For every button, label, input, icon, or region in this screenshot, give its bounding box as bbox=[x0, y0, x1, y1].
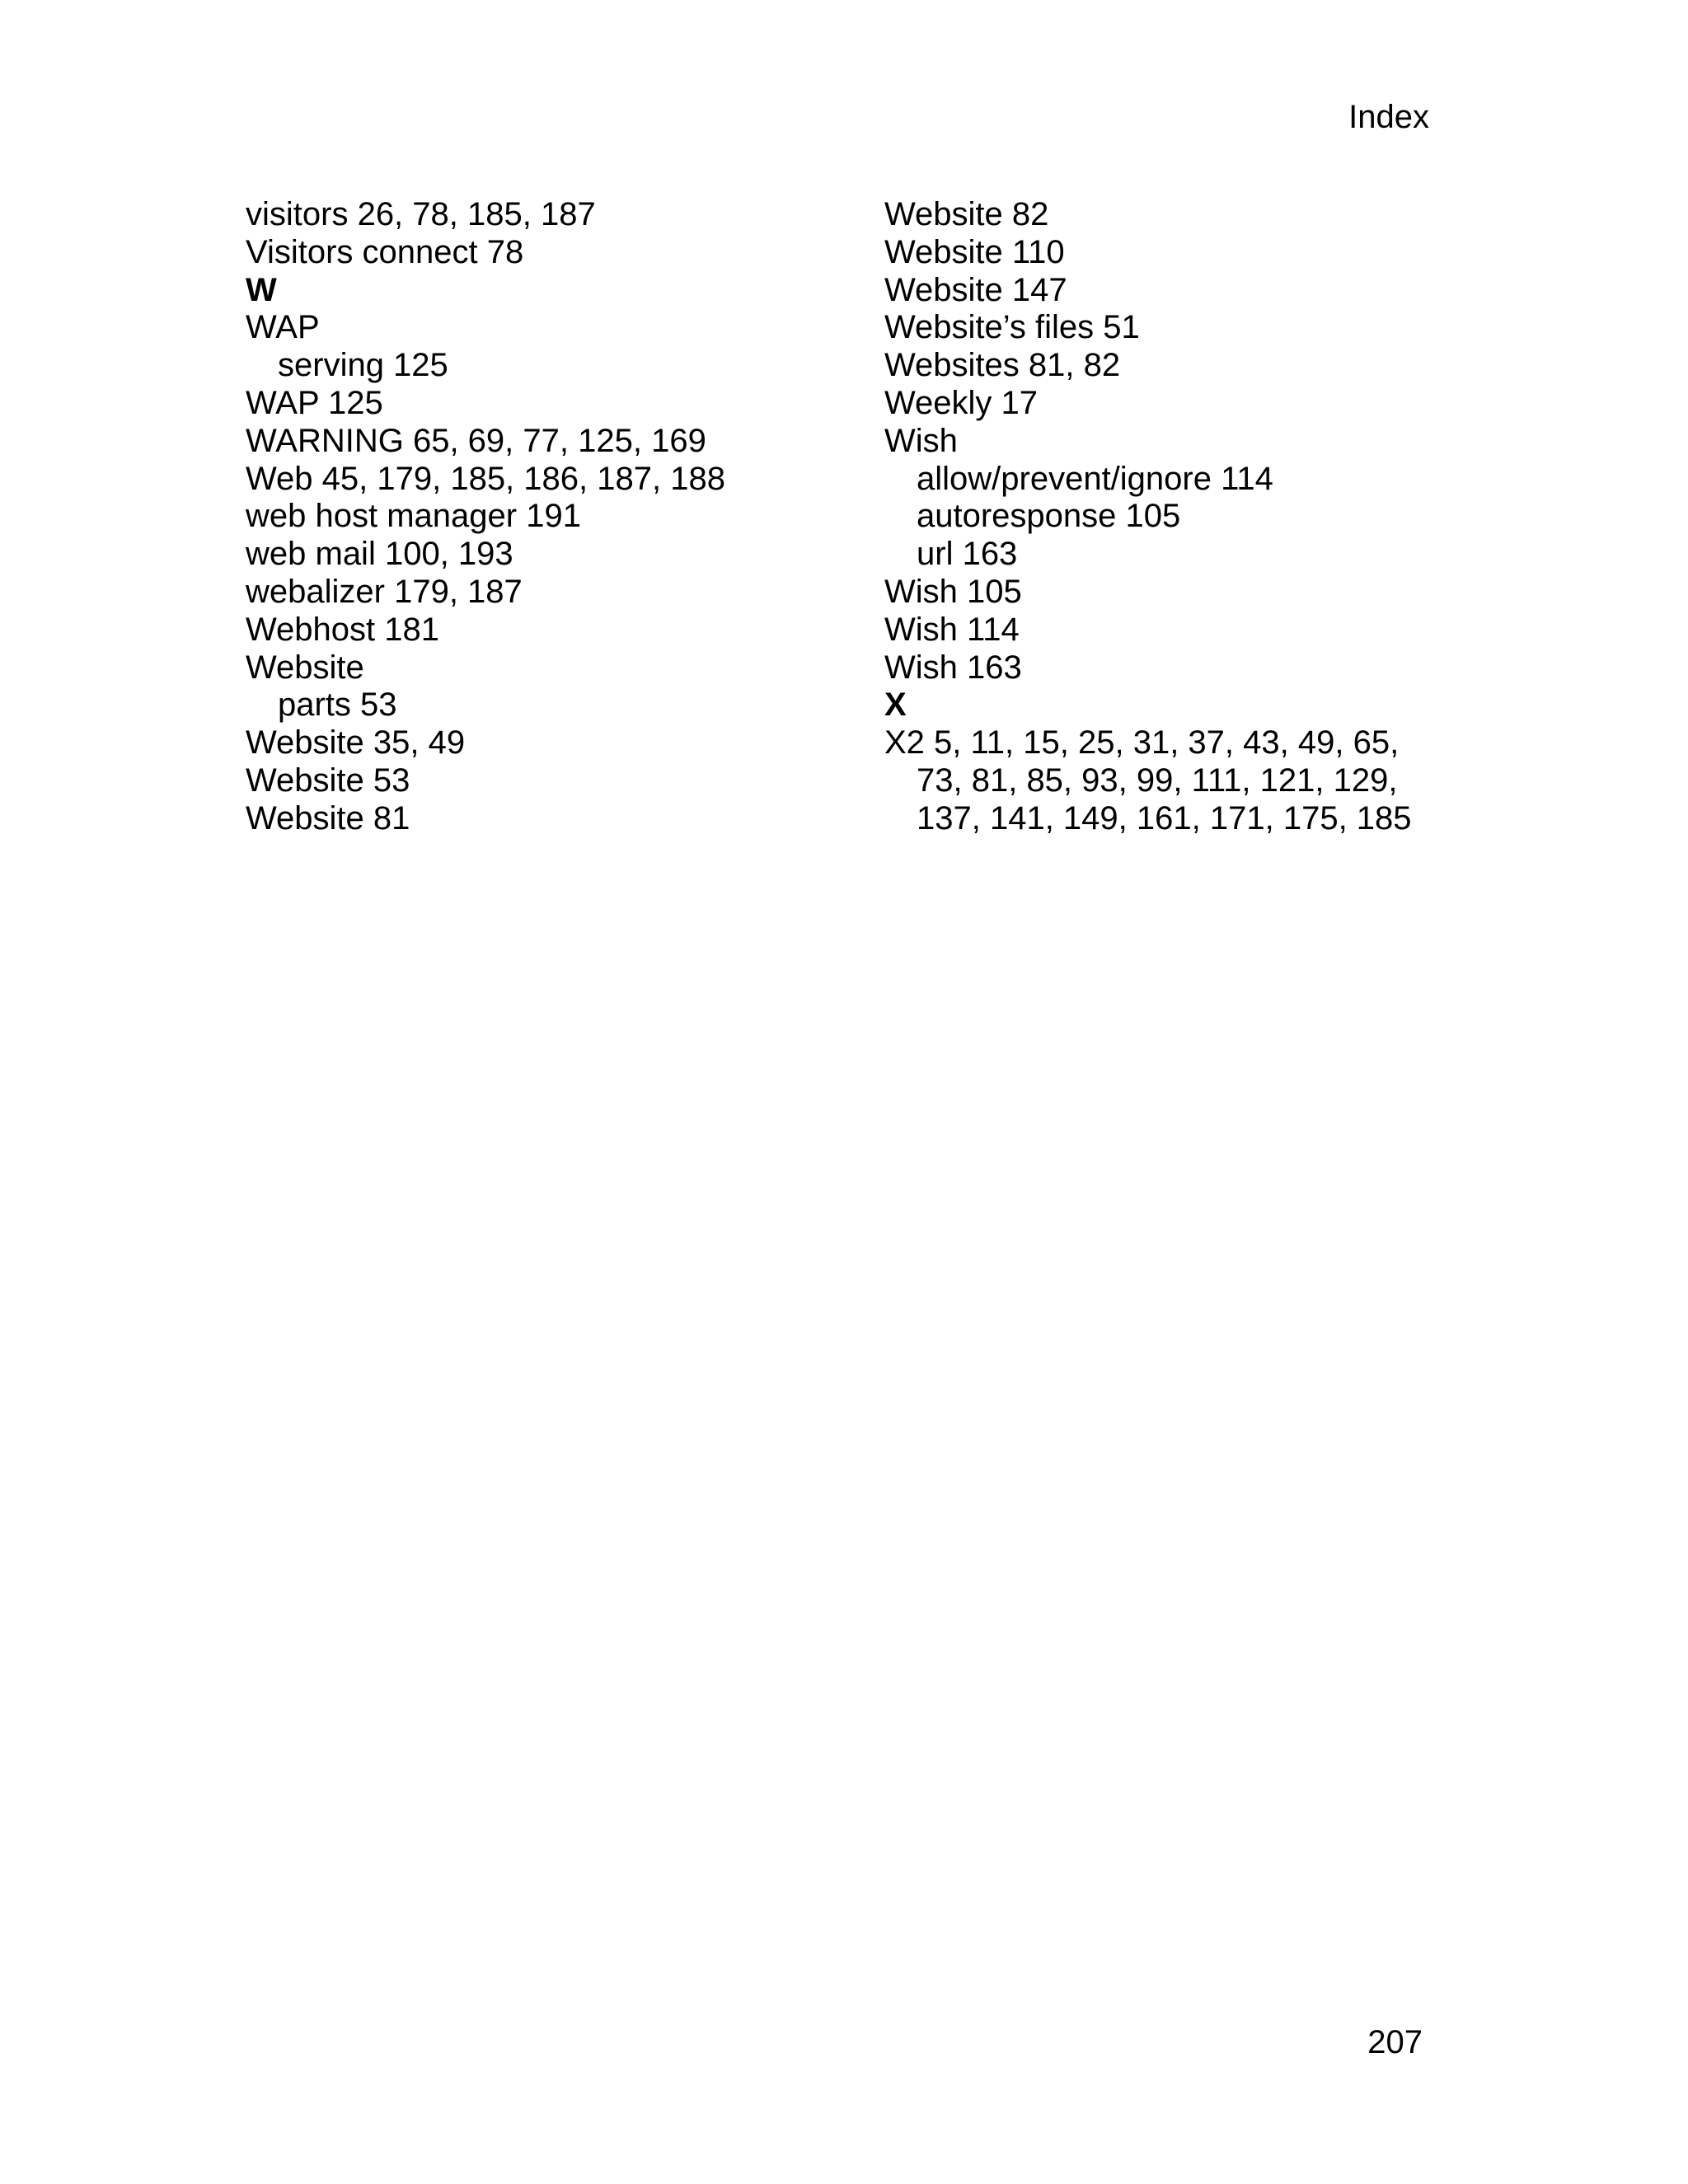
index-entry: Website 53 bbox=[246, 762, 410, 799]
index-subentry: url 163 bbox=[917, 536, 1018, 573]
index-entry: Websites 81, 82 bbox=[884, 347, 1121, 384]
index-subentry: serving 125 bbox=[278, 347, 448, 384]
index-subentry: allow/prevent/ignore 114 bbox=[917, 460, 1273, 497]
index-entry-continuation: 137, 141, 149, 161, 171, 175, 185 bbox=[917, 799, 1412, 837]
index-column-left bbox=[246, 196, 839, 838]
index-entry: web host manager 191 bbox=[246, 498, 581, 535]
index-letter-heading: X bbox=[884, 687, 907, 724]
index-entry: Website 81 bbox=[246, 799, 410, 837]
index-column-right bbox=[884, 196, 1478, 838]
index-entry: WARNING 65, 69, 77, 125, 169 bbox=[246, 422, 706, 459]
index-subentry: autoresponse 105 bbox=[917, 498, 1181, 535]
index-entry: web mail 100, 193 bbox=[246, 536, 513, 573]
running-header-title: Index bbox=[1348, 99, 1429, 135]
index-entry: visitors 26, 78, 185, 187 bbox=[246, 196, 596, 232]
index-subentry: parts 53 bbox=[278, 687, 397, 724]
index-entry: Web 45, 179, 185, 186, 187, 188 bbox=[246, 460, 725, 497]
index-entry: Website bbox=[246, 649, 364, 686]
index-entry: Wish 114 bbox=[884, 611, 1020, 648]
index-entry: WAP 125 bbox=[246, 384, 383, 421]
index-entry: Website 82 bbox=[884, 196, 1049, 232]
index-entry: Website 147 bbox=[884, 271, 1067, 308]
index-entry: Wish 163 bbox=[884, 649, 1022, 686]
index-entry: Wish bbox=[884, 422, 958, 459]
index-entry: Website’s files 51 bbox=[884, 309, 1140, 346]
index-entry: Website 110 bbox=[884, 233, 1065, 270]
index-entry: Weekly 17 bbox=[884, 384, 1039, 421]
index-entry: Website 35, 49 bbox=[246, 724, 466, 762]
index-entry: WAP bbox=[246, 309, 320, 346]
index-entry: webalizer 179, 187 bbox=[246, 573, 523, 610]
index-entry: Webhost 181 bbox=[246, 611, 439, 648]
index-entry: Wish 105 bbox=[884, 573, 1022, 610]
index-entry: X2 5, 11, 15, 25, 31, 37, 43, 49, 65, bbox=[884, 724, 1400, 762]
index-entry-continuation: 73, 81, 85, 93, 99, 111, 121, 129, bbox=[917, 762, 1398, 799]
index-letter-heading: W bbox=[246, 271, 277, 308]
page-number: 207 bbox=[1367, 2024, 1423, 2060]
index-entry: Visitors connect 78 bbox=[246, 233, 524, 270]
